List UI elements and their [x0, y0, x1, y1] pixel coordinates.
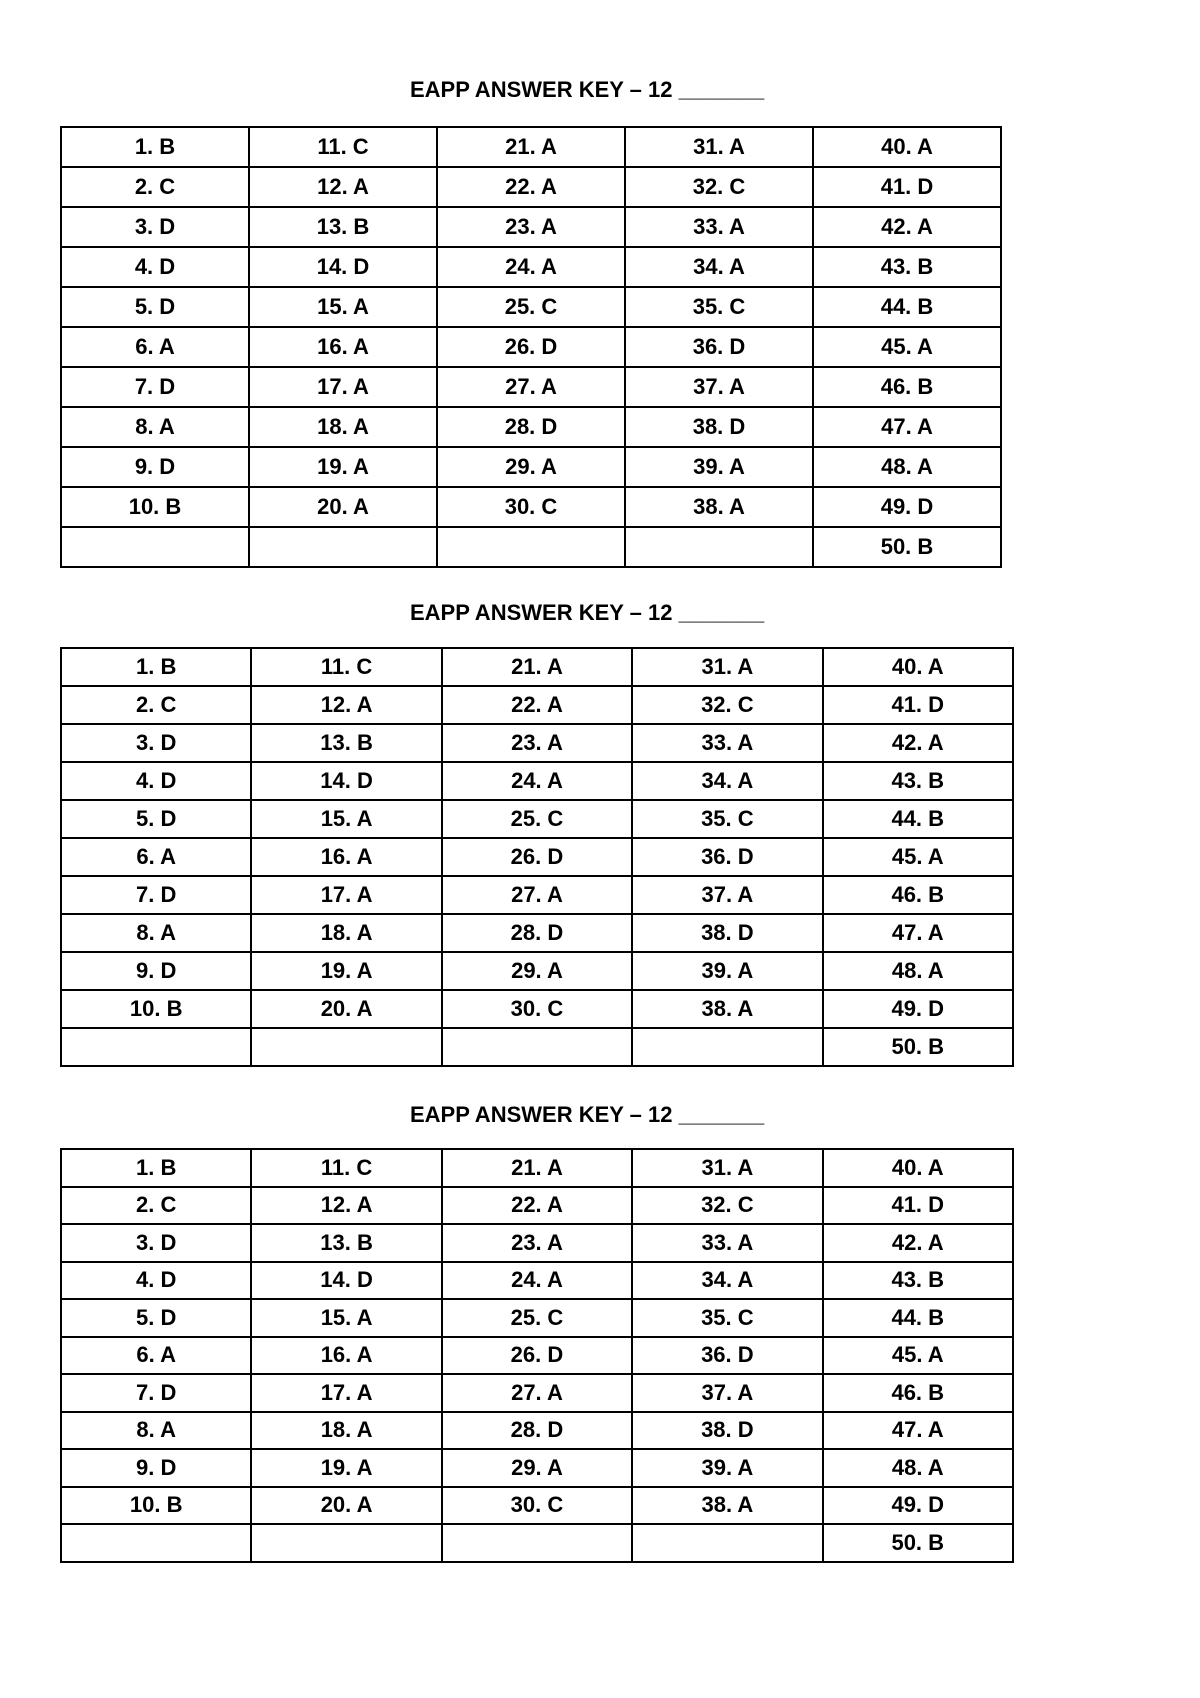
- answer-cell: 48. A: [823, 952, 1013, 990]
- answer-cell: 16. A: [251, 838, 441, 876]
- answer-cell: [61, 1028, 251, 1066]
- answer-cell: [249, 527, 437, 567]
- answer-cell: [625, 527, 813, 567]
- answer-cell: 33. A: [632, 1224, 822, 1262]
- answer-cell: 17. A: [251, 1374, 441, 1412]
- answer-cell: 33. A: [632, 724, 822, 762]
- answer-cell: 50. B: [823, 1524, 1013, 1562]
- answer-cell: [251, 1028, 441, 1066]
- answer-cell: 22. A: [442, 1187, 632, 1225]
- answer-cell: 2. C: [61, 167, 249, 207]
- answer-cell: 46. B: [823, 876, 1013, 914]
- answer-cell: 36. D: [632, 1337, 822, 1375]
- answer-cell: 9. D: [61, 952, 251, 990]
- answer-cell: 39. A: [632, 1449, 822, 1487]
- table-row: [61, 648, 1013, 686]
- answer-cell: 10. B: [61, 487, 249, 527]
- table-row: [61, 876, 1013, 914]
- answer-cell: 24. A: [442, 1262, 632, 1300]
- answer-cell: [61, 1524, 251, 1562]
- answer-cell: 19. A: [249, 447, 437, 487]
- answer-cell: 2. C: [61, 686, 251, 724]
- answer-cell: 20. A: [249, 487, 437, 527]
- answer-cell: 23. A: [437, 207, 625, 247]
- answer-cell: 31. A: [625, 127, 813, 167]
- answer-cell: 24. A: [442, 762, 632, 800]
- answer-cell: 4. D: [61, 1262, 251, 1300]
- answer-cell: 49. D: [823, 990, 1013, 1028]
- section-title: EAPP ANSWER KEY – 12 _______: [410, 600, 765, 625]
- table-row: [61, 1028, 1013, 1066]
- answer-cell: 20. A: [251, 1487, 441, 1525]
- answer-cell: 16. A: [249, 327, 437, 367]
- answer-cell: 32. C: [625, 167, 813, 207]
- answer-cell: 18. A: [251, 1412, 441, 1450]
- table-row: [61, 487, 1001, 527]
- answer-cell: 29. A: [437, 447, 625, 487]
- table-row: [61, 1187, 1013, 1225]
- answer-cell: 50. B: [823, 1028, 1013, 1066]
- answer-cell: 36. D: [632, 838, 822, 876]
- table-row: [61, 527, 1001, 567]
- answer-cell: [251, 1524, 441, 1562]
- answer-cell: 30. C: [442, 1487, 632, 1525]
- answer-cell: [437, 527, 625, 567]
- table-row: [61, 1262, 1013, 1300]
- table-row: [61, 407, 1001, 447]
- answer-cell: 38. D: [625, 407, 813, 447]
- answer-cell: 31. A: [632, 648, 822, 686]
- answer-cell: 49. D: [813, 487, 1001, 527]
- answer-cell: 43. B: [823, 762, 1013, 800]
- answer-cell: 10. B: [61, 1487, 251, 1525]
- table-row: [61, 287, 1001, 327]
- answer-cell: 2. C: [61, 1187, 251, 1225]
- answer-cell: 21. A: [442, 1149, 632, 1187]
- answer-cell: 15. A: [251, 1299, 441, 1337]
- answer-cell: 43. B: [813, 247, 1001, 287]
- answer-cell: 19. A: [251, 1449, 441, 1487]
- answer-cell: 31. A: [632, 1149, 822, 1187]
- table-row: [61, 447, 1001, 487]
- answer-cell: 22. A: [437, 167, 625, 207]
- answer-cell: 32. C: [632, 1187, 822, 1225]
- answer-cell: 34. A: [632, 762, 822, 800]
- answer-cell: 44. B: [823, 800, 1013, 838]
- answer-cell: 41. D: [823, 1187, 1013, 1225]
- answer-cell: 48. A: [813, 447, 1001, 487]
- answer-cell: 7. D: [61, 1374, 251, 1412]
- answer-cell: 9. D: [61, 447, 249, 487]
- answer-cell: 41. D: [813, 167, 1001, 207]
- answer-cell: 33. A: [625, 207, 813, 247]
- answer-cell: 27. A: [442, 876, 632, 914]
- table-row: [61, 990, 1013, 1028]
- table-row: [61, 167, 1001, 207]
- answer-cell: [61, 527, 249, 567]
- answer-cell: 3. D: [61, 1224, 251, 1262]
- answer-cell: 44. B: [813, 287, 1001, 327]
- answer-cell: 39. A: [625, 447, 813, 487]
- answer-cell: 11. C: [251, 648, 441, 686]
- answer-cell: 16. A: [251, 1337, 441, 1375]
- answer-cell: 50. B: [813, 527, 1001, 567]
- answer-cell: 27. A: [442, 1374, 632, 1412]
- answer-cell: 26. D: [437, 327, 625, 367]
- answer-cell: 47. A: [823, 914, 1013, 952]
- answer-cell: 45. A: [823, 1337, 1013, 1375]
- answer-cell: 12. A: [251, 686, 441, 724]
- answer-cell: 8. A: [61, 914, 251, 952]
- answer-cell: 14. D: [251, 762, 441, 800]
- answer-cell: 46. B: [823, 1374, 1013, 1412]
- table-row: [61, 1487, 1013, 1525]
- answer-cell: 38. D: [632, 914, 822, 952]
- answer-cell: 5. D: [61, 800, 251, 838]
- answer-cell: 3. D: [61, 724, 251, 762]
- answer-cell: 35. C: [625, 287, 813, 327]
- table-row: [61, 247, 1001, 287]
- answer-key-table: [60, 1148, 1014, 1563]
- answer-cell: 38. A: [632, 990, 822, 1028]
- answer-cell: 26. D: [442, 838, 632, 876]
- answer-cell: 30. C: [437, 487, 625, 527]
- answer-cell: 35. C: [632, 800, 822, 838]
- answer-cell: 34. A: [632, 1262, 822, 1300]
- answer-cell: 36. D: [625, 327, 813, 367]
- answer-cell: 18. A: [251, 914, 441, 952]
- answer-cell: 19. A: [251, 952, 441, 990]
- answer-cell: 37. A: [632, 876, 822, 914]
- answer-cell: 6. A: [61, 327, 249, 367]
- answer-cell: 49. D: [823, 1487, 1013, 1525]
- answer-cell: 12. A: [251, 1187, 441, 1225]
- answer-cell: 41. D: [823, 686, 1013, 724]
- answer-cell: 23. A: [442, 724, 632, 762]
- table-row: [61, 838, 1013, 876]
- answer-cell: 42. A: [823, 1224, 1013, 1262]
- answer-cell: 7. D: [61, 876, 251, 914]
- answer-cell: 21. A: [437, 127, 625, 167]
- table-row: [61, 1524, 1013, 1562]
- answer-cell: 11. C: [251, 1149, 441, 1187]
- answer-cell: 25. C: [437, 287, 625, 327]
- answer-cell: 6. A: [61, 838, 251, 876]
- answer-cell: 25. C: [442, 1299, 632, 1337]
- answer-cell: 29. A: [442, 1449, 632, 1487]
- answer-cell: 28. D: [442, 1412, 632, 1450]
- answer-cell: 39. A: [632, 952, 822, 990]
- answer-cell: 45. A: [823, 838, 1013, 876]
- answer-cell: 14. D: [251, 1262, 441, 1300]
- answer-cell: 37. A: [632, 1374, 822, 1412]
- answer-cell: 14. D: [249, 247, 437, 287]
- section-title: EAPP ANSWER KEY – 12 _______: [410, 77, 765, 102]
- answer-cell: 1. B: [61, 1149, 251, 1187]
- answer-cell: 15. A: [251, 800, 441, 838]
- answer-cell: 34. A: [625, 247, 813, 287]
- answer-cell: 46. B: [813, 367, 1001, 407]
- answer-cell: 1. B: [61, 648, 251, 686]
- table-row: [61, 914, 1013, 952]
- answer-cell: 38. A: [632, 1487, 822, 1525]
- answer-cell: [632, 1028, 822, 1066]
- answer-cell: 40. A: [823, 1149, 1013, 1187]
- answer-cell: 38. D: [632, 1412, 822, 1450]
- answer-cell: 4. D: [61, 247, 249, 287]
- answer-cell: [442, 1028, 632, 1066]
- answer-cell: 18. A: [249, 407, 437, 447]
- answer-cell: 42. A: [823, 724, 1013, 762]
- answer-cell: 13. B: [249, 207, 437, 247]
- answer-cell: 3. D: [61, 207, 249, 247]
- table-row: [61, 1337, 1013, 1375]
- table-row: [61, 1412, 1013, 1450]
- answer-cell: 48. A: [823, 1449, 1013, 1487]
- answer-key-table: [60, 647, 1014, 1067]
- answer-cell: 27. A: [437, 367, 625, 407]
- answer-cell: 40. A: [813, 127, 1001, 167]
- answer-cell: 23. A: [442, 1224, 632, 1262]
- answer-cell: 5. D: [61, 287, 249, 327]
- table-row: [61, 207, 1001, 247]
- answer-cell: 9. D: [61, 1449, 251, 1487]
- table-row: [61, 686, 1013, 724]
- table-row: [61, 367, 1001, 407]
- table-row: [61, 327, 1001, 367]
- answer-cell: 7. D: [61, 367, 249, 407]
- answer-cell: 11. C: [249, 127, 437, 167]
- answer-key-table: [60, 126, 1002, 568]
- answer-cell: 43. B: [823, 1262, 1013, 1300]
- answer-cell: 25. C: [442, 800, 632, 838]
- table-row: [61, 762, 1013, 800]
- answer-cell: 15. A: [249, 287, 437, 327]
- answer-cell: 4. D: [61, 762, 251, 800]
- answer-cell: 35. C: [632, 1299, 822, 1337]
- answer-cell: 13. B: [251, 724, 441, 762]
- answer-cell: 22. A: [442, 686, 632, 724]
- answer-cell: 45. A: [813, 327, 1001, 367]
- answer-cell: 42. A: [813, 207, 1001, 247]
- section-title: EAPP ANSWER KEY – 12 _______: [410, 1102, 765, 1127]
- answer-cell: 47. A: [813, 407, 1001, 447]
- answer-cell: 38. A: [625, 487, 813, 527]
- answer-cell: 5. D: [61, 1299, 251, 1337]
- answer-cell: 30. C: [442, 990, 632, 1028]
- answer-cell: 28. D: [442, 914, 632, 952]
- answer-cell: [632, 1524, 822, 1562]
- answer-cell: 47. A: [823, 1412, 1013, 1450]
- answer-cell: 20. A: [251, 990, 441, 1028]
- table-row: [61, 724, 1013, 762]
- answer-cell: 40. A: [823, 648, 1013, 686]
- table-row: [61, 800, 1013, 838]
- answer-cell: 6. A: [61, 1337, 251, 1375]
- table-row: [61, 1374, 1013, 1412]
- answer-cell: 1. B: [61, 127, 249, 167]
- answer-cell: 37. A: [625, 367, 813, 407]
- table-row: [61, 1224, 1013, 1262]
- answer-cell: 13. B: [251, 1224, 441, 1262]
- answer-cell: 8. A: [61, 1412, 251, 1450]
- table-row: [61, 1449, 1013, 1487]
- table-row: [61, 127, 1001, 167]
- answer-cell: 12. A: [249, 167, 437, 207]
- answer-cell: 26. D: [442, 1337, 632, 1375]
- answer-cell: 17. A: [249, 367, 437, 407]
- answer-cell: 10. B: [61, 990, 251, 1028]
- answer-cell: 44. B: [823, 1299, 1013, 1337]
- answer-cell: [442, 1524, 632, 1562]
- table-row: [61, 952, 1013, 990]
- answer-cell: 32. C: [632, 686, 822, 724]
- answer-cell: 29. A: [442, 952, 632, 990]
- answer-cell: 17. A: [251, 876, 441, 914]
- table-row: [61, 1299, 1013, 1337]
- answer-cell: 28. D: [437, 407, 625, 447]
- table-row: [61, 1149, 1013, 1187]
- answer-cell: 24. A: [437, 247, 625, 287]
- answer-cell: 21. A: [442, 648, 632, 686]
- answer-cell: 8. A: [61, 407, 249, 447]
